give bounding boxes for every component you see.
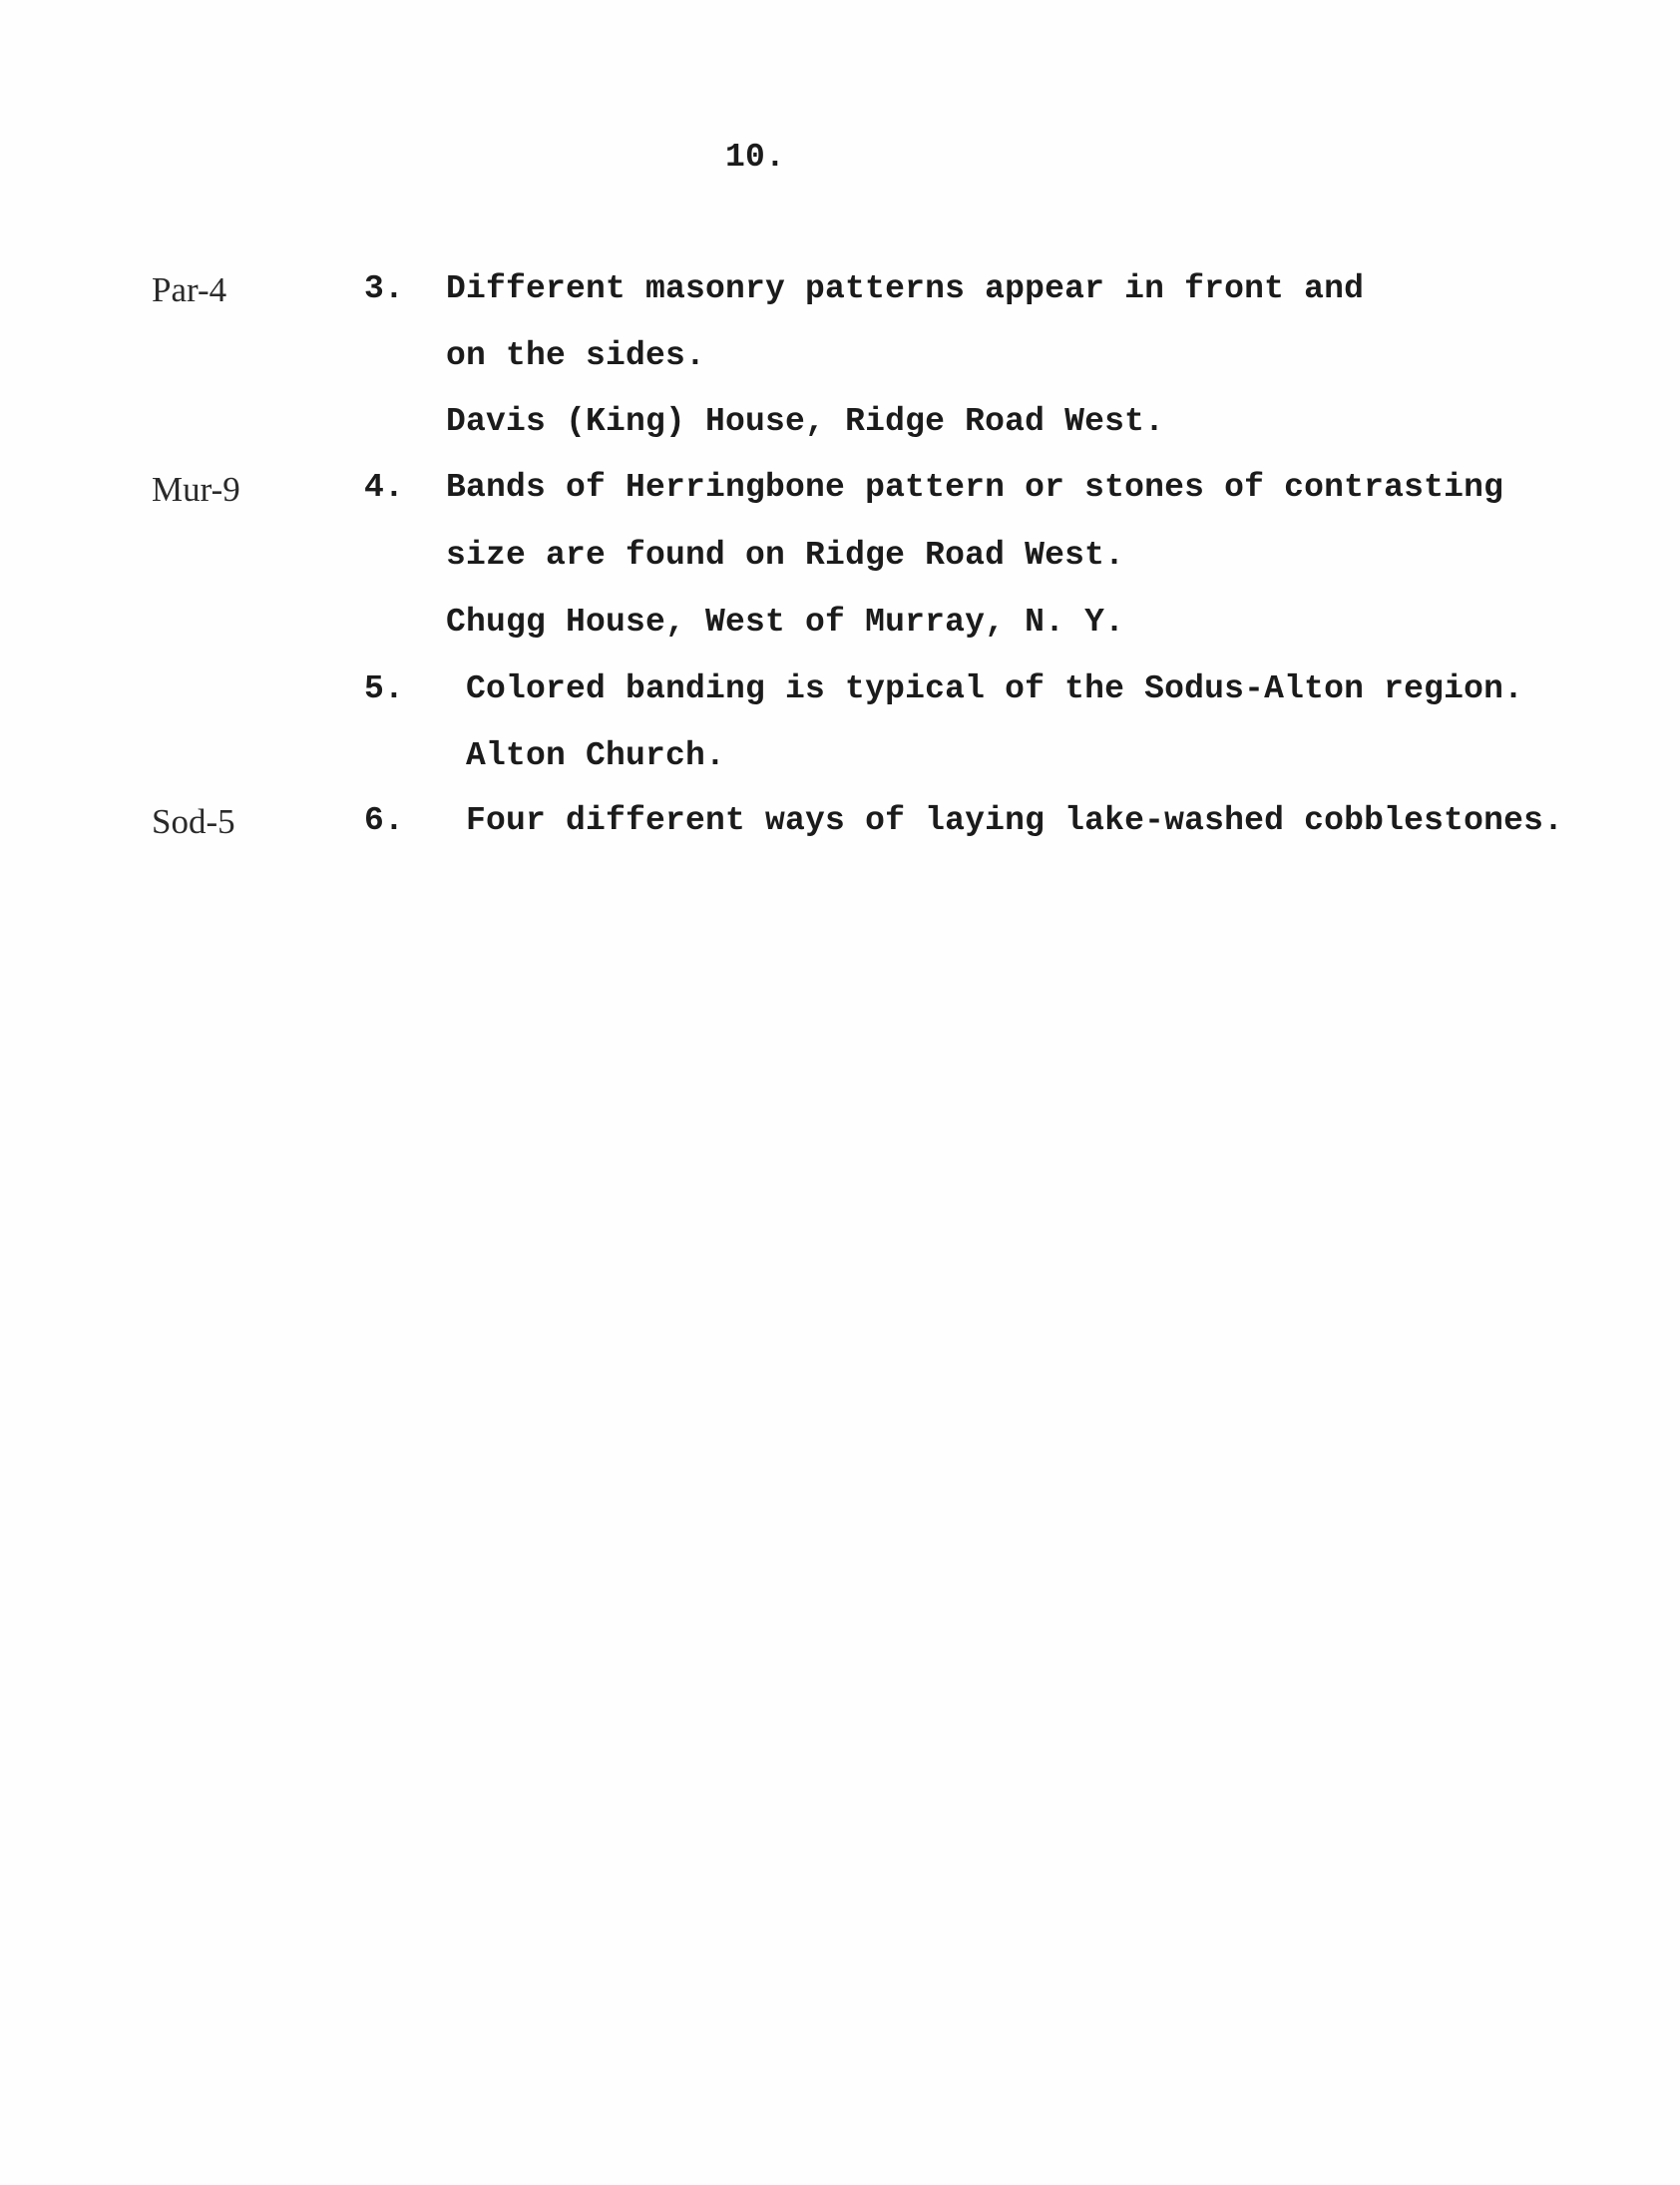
entry-5-line-1: Colored banding is typical of the Sodus-Alton region. — [466, 670, 1524, 707]
entry-4-line-3: Chugg House, West of Murray, N. Y. — [446, 604, 1125, 641]
entry-number-3: 3. — [364, 270, 405, 307]
entry-3-line-1: Different masonry patterns appear in front and — [446, 270, 1365, 307]
entry-3-line-2: on the sides. — [446, 337, 706, 374]
entry-code-par-4: Par-4 — [152, 270, 227, 309]
entry-number-4: 4. — [364, 469, 405, 506]
entry-code-sod-5: Sod-5 — [152, 802, 235, 841]
entry-code-mur-9: Mur-9 — [152, 470, 240, 509]
entry-6-line-1: Four different ways of laying lake-washed cobblestones. — [466, 802, 1564, 839]
entry-4-line-1: Bands of Herringbone pattern or stones of contrasting — [446, 469, 1504, 506]
entry-number-5: 5. — [364, 670, 405, 707]
entry-number-6: 6. — [364, 802, 405, 839]
entry-3-line-3: Davis (King) House, Ridge Road West. — [446, 403, 1165, 440]
entry-4-line-2: size are found on Ridge Road West. — [446, 537, 1125, 574]
entry-5-line-2: Alton Church. — [466, 737, 726, 774]
page-number: 10. — [725, 139, 786, 176]
